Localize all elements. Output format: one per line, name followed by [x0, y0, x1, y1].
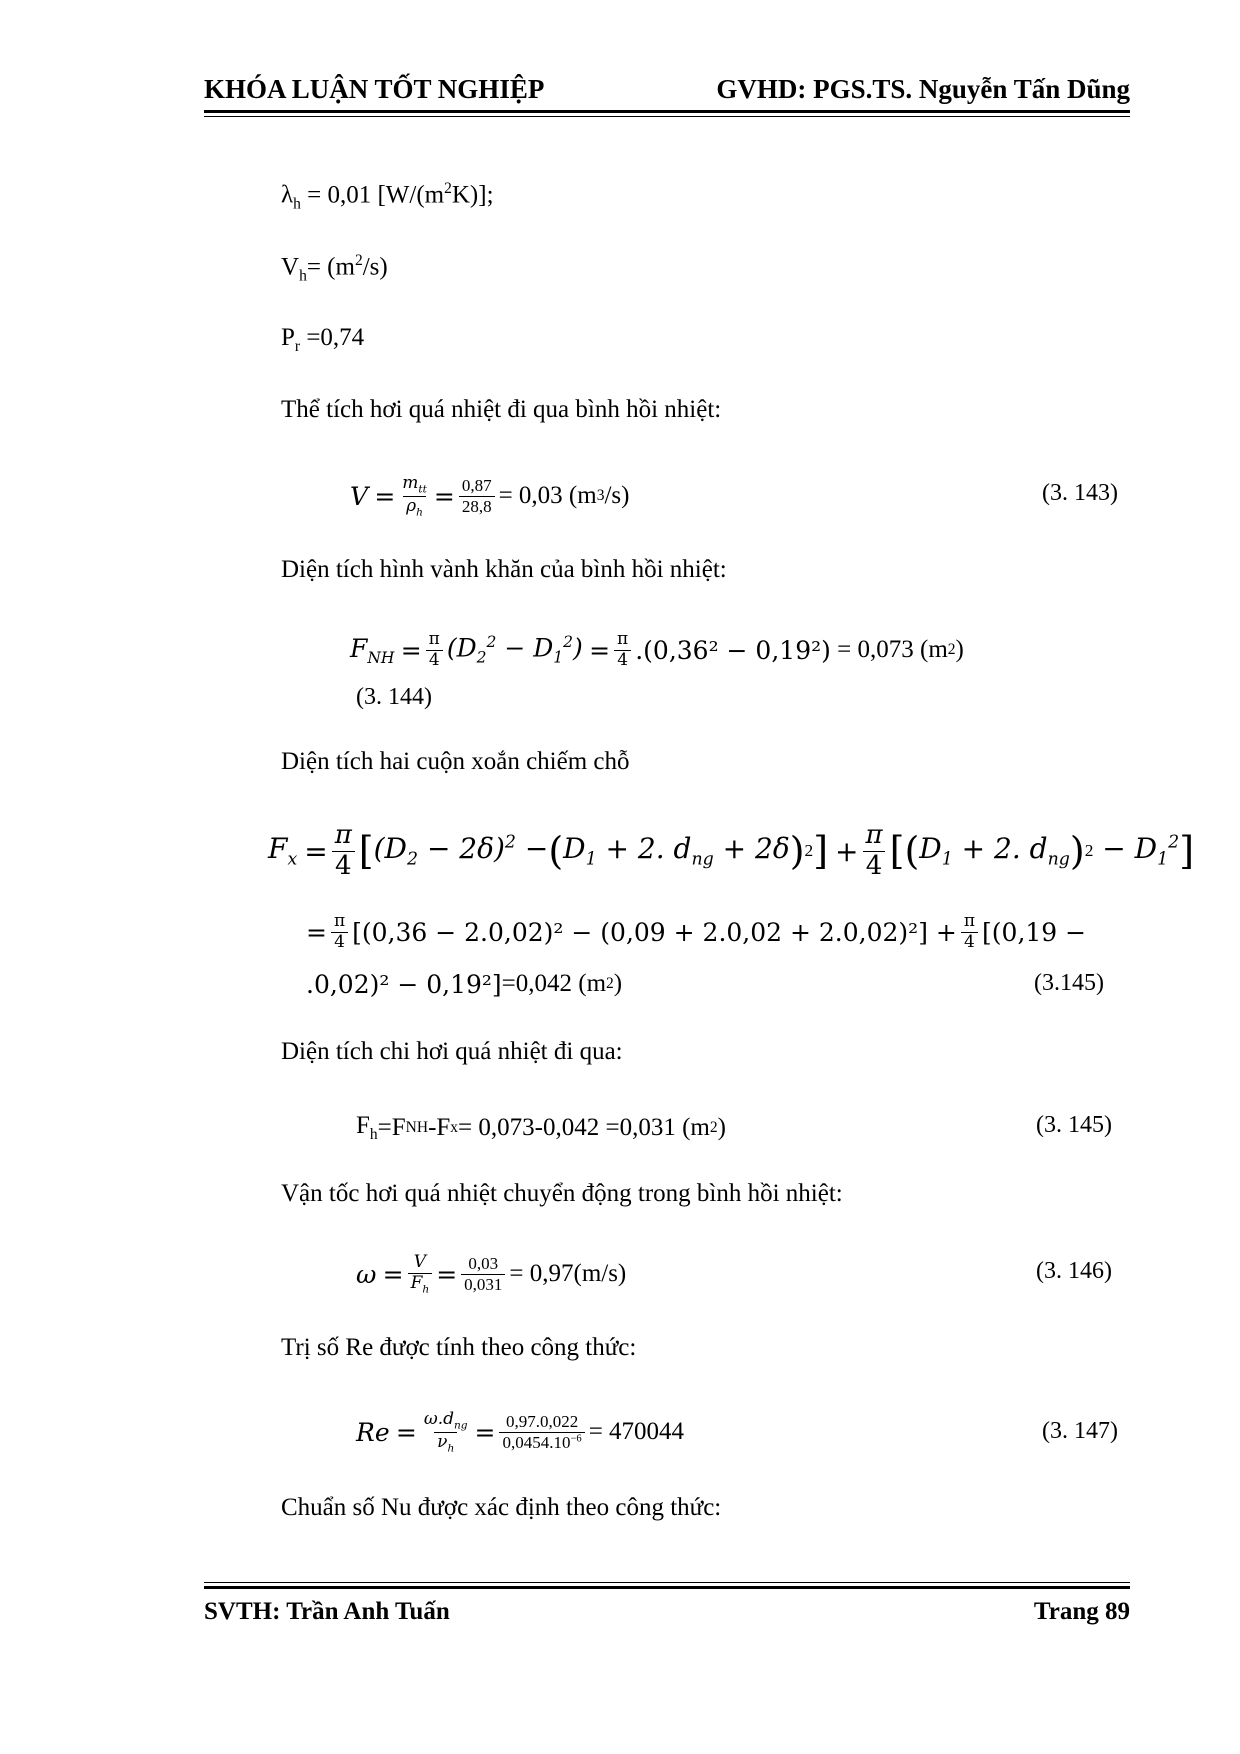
equation-label-3-147: (3. 147) [1042, 1418, 1118, 1444]
equation-3-145-values-cont: .0,02)² − 0,19²] =0,042 (m 2 ) [306, 969, 623, 999]
footer-student: SVTH: Trần Anh Tuấn [204, 1598, 450, 1625]
footer-page-number: Trang 89 [1033, 1598, 1130, 1625]
equation-label-3-143: (3. 143) [1042, 480, 1118, 506]
paragraph-passage-area: Diện tích chi hơi quá nhiệt đi qua: [281, 1038, 623, 1065]
paragraph-coil-area: Diện tích hai cuộn xoắn chiếm chỗ [281, 748, 630, 775]
lambda-line: $\lambda_h = 0,01$ $[W/(m^2K)]$; [281, 180, 494, 213]
equation-3-146: ω = $\frac{V}{F_h}$ = $\frac{0,03}{0,031}$ = 0,97(m/s) [356, 1251, 627, 1295]
equation-3-147: Re = $\frac{\omega.d_{ng}}{\nu_h}$ = $\frac{0,97.0,022}{0,0454.10^{-6}}$ = 470044 [356, 1408, 685, 1454]
header-rule-thick [204, 110, 1130, 113]
prandtl-line: $P_r =0,74$ [281, 324, 365, 355]
paragraph-reynolds: Trị số Re được tính theo công thức: [281, 1334, 637, 1361]
equation-label-3-145-fh: (3. 145) [1036, 1112, 1112, 1138]
page-header [204, 74, 1130, 114]
equation-label-3-145: (3.145) [1034, 970, 1104, 996]
equation-3-144: $F_{NH}$ = $\frac{\pi}{4}$ $(D_2^2 - D_1^2)$ = $\frac{\pi}{4}$ . (0,36² − 0,19²) = 0,073 (m 2 ) [350, 628, 964, 670]
footer-rule-thick [204, 1586, 1130, 1589]
equation-label-3-144: (3. 144) [356, 684, 432, 710]
footer-rule-thin [204, 1582, 1130, 1583]
paragraph-volume: Thể tích hơi quá nhiệt đi qua bình hồi nhiệt: [281, 396, 722, 423]
equation-3-145-values: = $\frac{\pi}{4}$ [(0,36 − 2.0,02)² − (0,09 + 2.0,02 + 2.0,02)²] + $\frac{\pi}{4}$ [(0,19 − [306, 910, 1087, 952]
paragraph-velocity: Vận tốc hơi quá nhiệt chuyển động trong bình hồi nhiệt: [281, 1180, 843, 1207]
equation-3-145-fh: $F_h$ =F NH -F x = 0,073-0,042 =0,031 (m 2 ) [356, 1112, 726, 1143]
equation-label-3-146: (3. 146) [1036, 1258, 1112, 1284]
page-footer [204, 1598, 1130, 1634]
header-advisor: GVHD: PGS.TS. Nguyễn Tấn Dũng [716, 74, 1130, 104]
paragraph-ring-area: Diện tích hình vành khăn của bình hồi nhiệt: [281, 556, 727, 583]
equation-3-145-formula: $F_x$ = $\frac{\pi}{4}$ [ $(D_2 - 2\delta)^2$ − ( $D_1 + 2$. $d_{ng} + 2\delta$ ) 2 ] + $\frac{\pi}{4}$ [ ( $D_1 + 2$. $d_{ng}$ ) 2 − $D_1^2$ ] [268, 819, 1195, 881]
equation-3-143: V = $\frac{m_{tt}}{\rho_h}$ = $\frac{0,87}{28,8}$ = 0,03 (m 3 /s) [350, 472, 630, 518]
viscosity-line: $V_h= (m^2/s)$ [281, 252, 388, 285]
paragraph-nusselt: Chuẩn số Nu được xác định theo công thức: [281, 1494, 722, 1521]
header-rule-thin [204, 116, 1130, 117]
header-thesis-title: KHÓA LUẬN TỐT NGHIỆP [204, 74, 545, 104]
